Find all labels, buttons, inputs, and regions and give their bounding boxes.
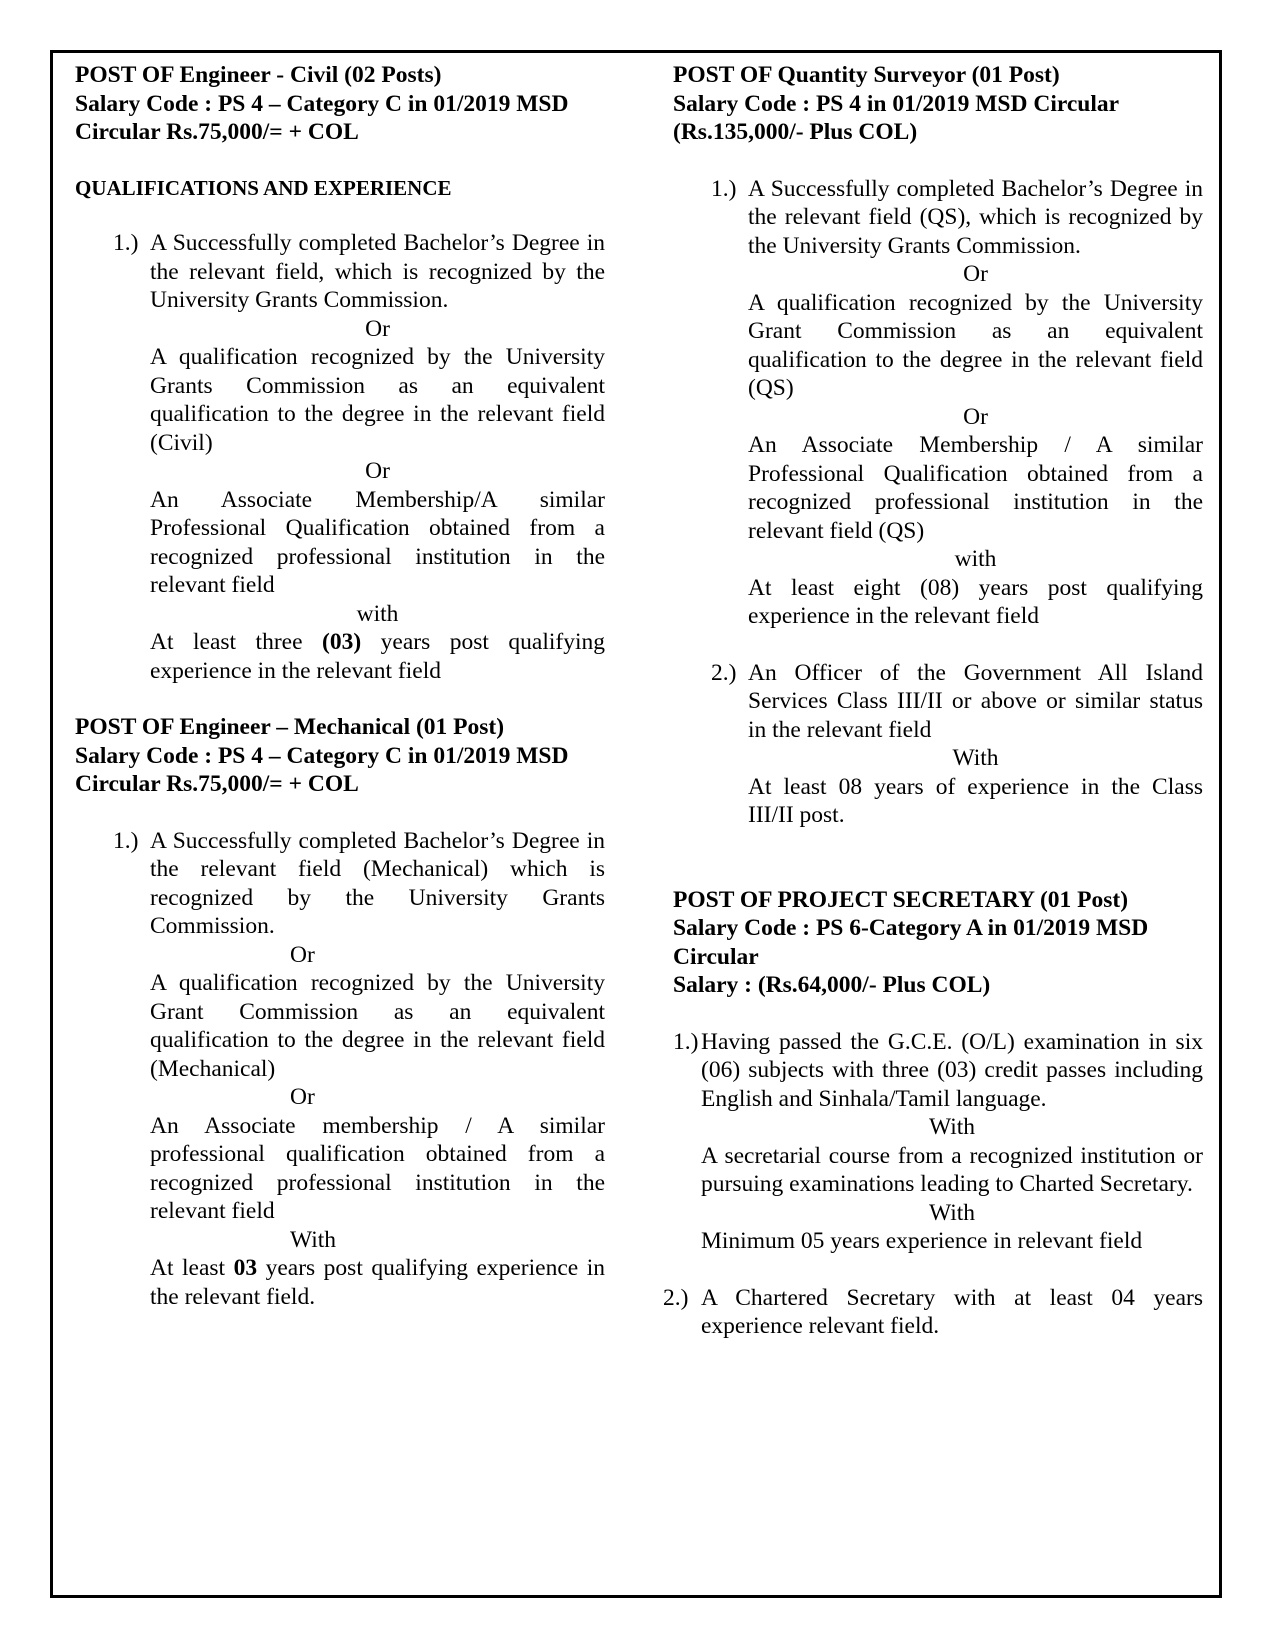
mechanical-degree-text: A Successfully completed Bachelor’s Degree in the relevant field (Mechanical) which is recognized by the University Grants Commission. xyxy=(150,827,605,939)
or-separator: Or xyxy=(963,261,988,287)
qs-officer-experience-text: At least 08 years of experience in the Class III/II post. xyxy=(748,773,1203,828)
qs-requirement-1 xyxy=(673,175,1203,631)
or-separator: Or xyxy=(963,403,988,430)
ps-gce-text: Having passed the G.C.E. (O/L) examination in six (06) subjects with three (03) credit passes including English and Sinhala/Tamil language. xyxy=(701,1028,1203,1112)
mechanical-engineer-section xyxy=(75,713,605,1311)
ps-requirement-2 xyxy=(663,1284,1203,1341)
civil-experience-text: At least three (03) years post qualifying experience in the relevant field xyxy=(150,629,605,684)
list-number: 1.) xyxy=(673,1028,699,1055)
page-frame xyxy=(50,50,1222,1598)
ps-salary: Salary : (Rs.64,000/- Plus COL) xyxy=(673,972,991,998)
qs-salary-code: Salary Code : PS 4 in 01/2019 MSD Circular xyxy=(673,90,1120,117)
with-separator: With xyxy=(928,1114,976,1140)
or-separator: Or xyxy=(290,1084,315,1110)
civil-salary-code: Salary Code : PS 4 – Category C in 01/2019 MSD xyxy=(75,90,569,117)
ps-requirement-1 xyxy=(673,1028,1203,1256)
mechanical-title: POST OF Engineer – Mechanical (01 Post) xyxy=(75,714,505,740)
civil-membership-text: An Associate Membership/A similar Professional Qualification obtained from a recognized professional institution in the relevant field xyxy=(150,486,605,598)
list-number: 1.) xyxy=(113,827,139,854)
civil-degree-text: A Successfully completed Bachelor’s Degree in the relevant field, which is recognized by the University Grants Commission. xyxy=(150,230,605,313)
civil-equivalent-text: A qualification recognized by the University Grants Commission as an equivalent qualification to the degree in the relevant field (Civil) xyxy=(150,344,605,456)
mechanical-requirement-1 xyxy=(75,827,605,1312)
civil-title: POST OF Engineer - Civil (02 Posts) xyxy=(75,62,442,88)
qs-membership-text: An Associate Membership / A similar Professional Qualification obtained from a recognized professional institution in the relevant field (QS) xyxy=(748,432,1203,544)
left-column xyxy=(75,61,605,1311)
qs-officer-text: An Officer of the Government All Island Services Class III/II or above or similar status in the relevant field xyxy=(748,659,1203,743)
civil-engineer-section xyxy=(75,61,605,685)
qs-equivalent-text: A qualification recognized by the University Grant Commission as an equivalent qualification to the degree in the relevant field (QS) xyxy=(748,289,1203,401)
qs-title: POST OF Quantity Surveyor (01 Post) xyxy=(673,62,1060,88)
ps-circular: Circular xyxy=(673,943,759,970)
ps-title: POST OF PROJECT SECRETARY (01 Post) xyxy=(673,886,1129,913)
list-number: 1.) xyxy=(113,230,139,256)
with-separator: With xyxy=(290,1226,337,1253)
with-separator: with xyxy=(356,600,399,627)
civil-requirement-1 xyxy=(75,229,605,685)
with-separator: With xyxy=(928,1199,976,1226)
qualifications-heading: QUALIFICATIONS AND EXPERIENCE xyxy=(75,175,452,200)
mechanical-equivalent-text: A qualification recognized by the University Grant Commission as an equivalent qualification to the degree in the relevant field (Mechanical) xyxy=(150,970,605,1082)
qs-salary: (Rs.135,000/- Plus COL) xyxy=(673,119,918,145)
qs-degree-text: A Successfully completed Bachelor’s Degree in the relevant field (QS), which is recognized by the University Grants Commission. xyxy=(748,175,1203,259)
civil-salary: Circular Rs.75,000/= + COL xyxy=(75,119,359,145)
or-separator: Or xyxy=(365,315,390,342)
list-number: 2.) xyxy=(711,659,737,686)
or-separator: Or xyxy=(365,458,390,484)
quantity-surveyor-section xyxy=(673,61,1203,830)
qs-requirement-2 xyxy=(673,659,1203,830)
ps-experience-text: Minimum 05 years experience in relevant field xyxy=(701,1228,1143,1254)
qs-experience-text: At least eight (08) years post qualifying experience in the relevant field xyxy=(748,574,1203,629)
list-number: 1.) xyxy=(711,175,737,202)
or-separator: Or xyxy=(290,941,315,968)
ps-chartered-text: A Chartered Secretary with at least 04 years experience relevant field. xyxy=(701,1284,1203,1339)
project-secretary-section xyxy=(663,886,1203,1341)
ps-course-text: A secretarial course from a recognized institution or pursuing examinations leading to Charted Secretary. xyxy=(701,1142,1203,1197)
with-separator: With xyxy=(952,745,999,771)
with-separator: with xyxy=(954,546,997,572)
mechanical-experience-text: At least 03 years post qualifying experience in the relevant field. xyxy=(150,1255,605,1310)
list-number: 2.) xyxy=(663,1284,689,1311)
mechanical-salary: Circular Rs.75,000/= + COL xyxy=(75,771,359,797)
mechanical-membership-text: An Associate membership / A similar professional qualification obtained from a recognized professional institution in the relevant field xyxy=(150,1112,605,1224)
ps-salary-code: Salary Code : PS 6-Category A in 01/2019 MSD xyxy=(673,915,1149,941)
mechanical-salary-code: Salary Code : PS 4 – Category C in 01/2019 MSD xyxy=(75,742,569,769)
right-column xyxy=(663,61,1203,1341)
